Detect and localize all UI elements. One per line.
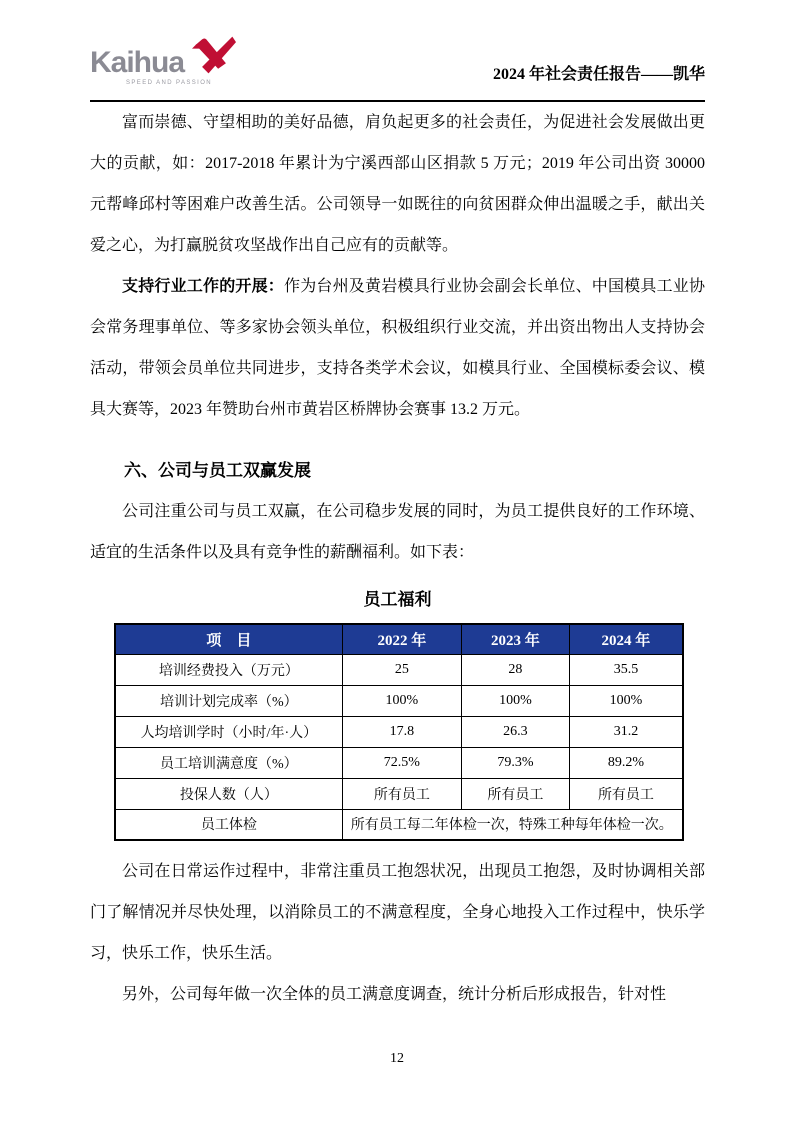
paragraph-industry-support (90, 266, 705, 430)
employee-welfare-table (114, 623, 684, 841)
welfare-table-head (115, 624, 683, 654)
table-cell-merged-value: 所有员工每二年体检一次，特殊工种每年体检一次。 (342, 809, 683, 840)
document-body (90, 102, 705, 1015)
paragraph-survey: 另外，公司每年做一次全体的员工满意度调查，统计分析后形成报告，针对性 (122, 986, 667, 1003)
table-header-2024: 2024 年 (569, 624, 683, 654)
table-row (115, 747, 683, 778)
table-cell-value: 100% (569, 685, 683, 716)
logo-text: Kaihua (90, 46, 185, 79)
kaihua-bird-icon (192, 36, 236, 74)
table-header-row (115, 624, 683, 654)
table-header-item: 项 目 (115, 624, 342, 654)
table-cell-value: 所有员工 (569, 778, 683, 809)
paragraph-lead-bold: 支持行业工作的开展： (122, 278, 284, 295)
table-cell-label: 培训计划完成率（%） (115, 685, 342, 716)
table-row (115, 778, 683, 809)
page-header (90, 26, 705, 102)
table-cell-label: 培训经费投入（万元） (115, 654, 342, 685)
report-header-title: 2024 年社会责任报告——凯华 (492, 66, 705, 83)
table-cell-label: 人均培训学时（小时/年·人） (115, 716, 342, 747)
paragraph-charity: 富而崇德、守望相助的美好品德，肩负起更多的社会责任，为促进社会发展做出更大的贡献，如：2017-2018 年累计为宁溪西部山区捐款 5 万元；2019 年公司出资 30000 元帮峰邱村等困难户改善生活。公司领导一如既往的向贫困群众伸出温暖之手，献出关爱之心，为打赢脱贫攻坚战作出自己应有的贡献等。 (90, 114, 705, 254)
table-header-2023: 2023 年 (461, 624, 569, 654)
table-row-merged (115, 809, 683, 840)
table-header-2022: 2022 年 (342, 624, 461, 654)
table-row (115, 654, 683, 685)
table-cell-value: 25 (342, 654, 461, 685)
table-cell-value: 31.2 (569, 716, 683, 747)
table-cell-value: 100% (342, 685, 461, 716)
table-cell-label: 员工培训满意度（%） (115, 747, 342, 778)
table-cell-value: 28 (461, 654, 569, 685)
table-cell-value: 26.3 (461, 716, 569, 747)
table-title: 员工福利 (363, 590, 432, 609)
section-heading-six: 六、公司与员工双赢发展 (124, 461, 311, 480)
paragraph-win-win: 公司注重公司与员工双赢，在公司稳步发展的同时，为员工提供良好的工作环境、适宜的生活条件以及具有竞争性的薪酬福利。如下表： (90, 503, 705, 561)
paragraph-lead-rest: 作为台州及黄岩模具行业协会副会长单位、中国模具工业协会常务理事单位、等多家协会领头单位，积极组织行业交流，并出资出物出人支持协会活动，带领会员单位共同进步，支持各类学术会议，如模具行业、全国模标委会议、模具大赛等，2023 年赞助台州市黄岩区桥牌协会赛事 13.2 万元。 (90, 278, 705, 418)
table-cell-value: 72.5% (342, 747, 461, 778)
table-cell-value: 89.2% (569, 747, 683, 778)
table-cell-value: 所有员工 (342, 778, 461, 809)
table-cell-value: 100% (461, 685, 569, 716)
page-number: 12 (390, 1051, 404, 1066)
table-cell-value: 79.3% (461, 747, 569, 778)
table-cell-value: 17.8 (342, 716, 461, 747)
paragraph-complaints: 公司在日常运作过程中，非常注重员工抱怨状况，出现员工抱怨，及时协调相关部门了解情况并尽快处理，以消除员工的不满意程度，全身心地投入工作过程中，快乐学习，快乐工作，快乐生活。 (90, 863, 705, 962)
table-cell-label: 员工体检 (115, 809, 342, 840)
table-cell-value: 所有员工 (461, 778, 569, 809)
table-cell-label: 投保人数（人） (115, 778, 342, 809)
welfare-table-body (115, 654, 683, 840)
table-cell-value: 35.5 (569, 654, 683, 685)
logo-tagline: SPEED AND PASSION (126, 80, 213, 86)
table-row (115, 685, 683, 716)
kaihua-logo (90, 48, 222, 86)
table-row (115, 716, 683, 747)
